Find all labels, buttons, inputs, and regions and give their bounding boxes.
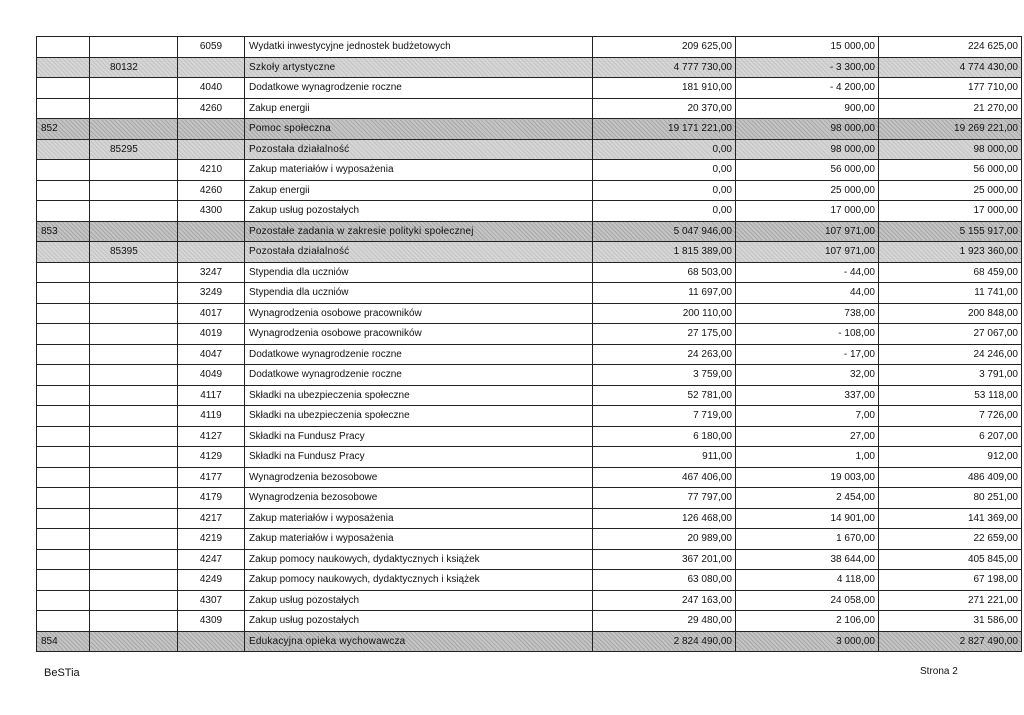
rozdzial-cell (90, 631, 178, 652)
change-cell: 24 058,00 (736, 590, 879, 611)
name-cell: Pozostała działalność (245, 139, 593, 160)
plan-cell: 2 824 490,00 (593, 631, 736, 652)
table-row (37, 570, 1022, 591)
name-cell: Zakup materiałów i wyposażenia (245, 529, 593, 550)
dzial-cell (37, 180, 90, 201)
change-cell: 107 971,00 (736, 242, 879, 263)
dzial-cell (37, 488, 90, 509)
rozdzial-cell (90, 447, 178, 468)
after-cell: 19 269 221,00 (879, 119, 1022, 140)
rozdzial-cell (90, 549, 178, 570)
after-cell: 68 459,00 (879, 262, 1022, 283)
plan-cell: 4 777 730,00 (593, 57, 736, 78)
after-cell: 31 586,00 (879, 611, 1022, 632)
change-cell: 3 000,00 (736, 631, 879, 652)
rozdzial-cell (90, 488, 178, 509)
paragraf-cell: 4177 (178, 467, 245, 488)
name-cell: Zakup energii (245, 180, 593, 201)
rozdzial-cell (90, 467, 178, 488)
after-cell: 177 710,00 (879, 78, 1022, 99)
table-row (37, 98, 1022, 119)
dzial-cell (37, 57, 90, 78)
plan-cell: 0,00 (593, 201, 736, 222)
dzial-cell (37, 406, 90, 427)
paragraf-cell: 4210 (178, 160, 245, 181)
change-cell: 1,00 (736, 447, 879, 468)
plan-cell: 911,00 (593, 447, 736, 468)
paragraf-cell: 4179 (178, 488, 245, 509)
paragraf-cell: 6059 (178, 37, 245, 58)
paragraf-cell: 4247 (178, 549, 245, 570)
rozdzial-cell (90, 119, 178, 140)
plan-cell: 7 719,00 (593, 406, 736, 427)
after-cell: 17 000,00 (879, 201, 1022, 222)
name-cell: Zakup materiałów i wyposażenia (245, 160, 593, 181)
change-cell: 4 118,00 (736, 570, 879, 591)
change-cell: 38 644,00 (736, 549, 879, 570)
after-cell: 22 659,00 (879, 529, 1022, 550)
rozdzial-cell (90, 406, 178, 427)
rozdzial-cell (90, 529, 178, 550)
name-cell: Zakup pomocy naukowych, dydaktycznych i książek (245, 570, 593, 591)
rozdzial-cell (90, 611, 178, 632)
dzial-cell: 852 (37, 119, 90, 140)
rozdzial-cell (90, 283, 178, 304)
after-cell: 486 409,00 (879, 467, 1022, 488)
name-cell: Pozostała działalność (245, 242, 593, 263)
paragraf-cell (178, 119, 245, 140)
rozdzial-cell (90, 570, 178, 591)
rozdzial-cell (90, 37, 178, 58)
budget-table-sheet (36, 36, 1018, 652)
change-cell: 32,00 (736, 365, 879, 386)
budget-table (36, 36, 1022, 652)
paragraf-cell: 4307 (178, 590, 245, 611)
dzial-cell (37, 139, 90, 160)
dzial-cell (37, 529, 90, 550)
paragraf-cell: 4129 (178, 447, 245, 468)
rozdzial-cell: 85295 (90, 139, 178, 160)
after-cell: 405 845,00 (879, 549, 1022, 570)
change-cell: 25 000,00 (736, 180, 879, 201)
plan-cell: 6 180,00 (593, 426, 736, 447)
dzial-cell: 853 (37, 221, 90, 242)
after-cell: 56 000,00 (879, 160, 1022, 181)
dzial-cell (37, 160, 90, 181)
plan-cell: 77 797,00 (593, 488, 736, 509)
rozdzial-cell (90, 590, 178, 611)
dzial-cell: 854 (37, 631, 90, 652)
paragraf-cell (178, 242, 245, 263)
after-cell: 200 848,00 (879, 303, 1022, 324)
name-cell: Zakup materiałów i wyposażenia (245, 508, 593, 529)
rozdzial-cell (90, 508, 178, 529)
change-cell: 98 000,00 (736, 139, 879, 160)
plan-cell: 11 697,00 (593, 283, 736, 304)
name-cell: Składki na Fundusz Pracy (245, 426, 593, 447)
plan-cell: 126 468,00 (593, 508, 736, 529)
table-row (37, 488, 1022, 509)
rozdzial-cell: 85395 (90, 242, 178, 263)
change-cell: 44,00 (736, 283, 879, 304)
plan-cell: 5 047 946,00 (593, 221, 736, 242)
footer-page-number: Strona 2 (920, 666, 958, 677)
dzial-cell (37, 324, 90, 345)
rozdzial-cell (90, 262, 178, 283)
after-cell: 912,00 (879, 447, 1022, 468)
after-cell: 27 067,00 (879, 324, 1022, 345)
change-cell: 1 670,00 (736, 529, 879, 550)
change-cell: 2 454,00 (736, 488, 879, 509)
after-cell: 21 270,00 (879, 98, 1022, 119)
after-cell: 141 369,00 (879, 508, 1022, 529)
name-cell: Dodatkowe wynagrodzenie roczne (245, 78, 593, 99)
table-row (37, 57, 1022, 78)
change-cell: 7,00 (736, 406, 879, 427)
paragraf-cell: 4040 (178, 78, 245, 99)
plan-cell: 20 989,00 (593, 529, 736, 550)
change-cell: - 44,00 (736, 262, 879, 283)
name-cell: Dodatkowe wynagrodzenie roczne (245, 344, 593, 365)
footer-software-label: BeSTia (44, 667, 80, 679)
change-cell: - 3 300,00 (736, 57, 879, 78)
change-cell: - 4 200,00 (736, 78, 879, 99)
change-cell: - 108,00 (736, 324, 879, 345)
paragraf-cell: 4300 (178, 201, 245, 222)
table-row (37, 611, 1022, 632)
table-row (37, 365, 1022, 386)
name-cell: Składki na ubezpieczenia społeczne (245, 406, 593, 427)
dzial-cell (37, 201, 90, 222)
change-cell: 15 000,00 (736, 37, 879, 58)
name-cell: Składki na Fundusz Pracy (245, 447, 593, 468)
paragraf-cell: 4309 (178, 611, 245, 632)
name-cell: Zakup usług pozostałych (245, 201, 593, 222)
plan-cell: 181 910,00 (593, 78, 736, 99)
name-cell: Pozostałe zadania w zakresie polityki społecznej (245, 221, 593, 242)
budget-table-body (37, 37, 1022, 652)
change-cell: - 17,00 (736, 344, 879, 365)
name-cell: Zakup usług pozostałych (245, 590, 593, 611)
rozdzial-cell (90, 344, 178, 365)
plan-cell: 1 815 389,00 (593, 242, 736, 263)
paragraf-cell: 3247 (178, 262, 245, 283)
change-cell: 14 901,00 (736, 508, 879, 529)
change-cell: 98 000,00 (736, 119, 879, 140)
table-row (37, 447, 1022, 468)
table-row (37, 221, 1022, 242)
table-row (37, 201, 1022, 222)
table-row (37, 549, 1022, 570)
name-cell: Pomoc społeczna (245, 119, 593, 140)
name-cell: Wynagrodzenia osobowe pracowników (245, 303, 593, 324)
paragraf-cell: 4249 (178, 570, 245, 591)
dzial-cell (37, 303, 90, 324)
rozdzial-cell (90, 385, 178, 406)
rozdzial-cell (90, 365, 178, 386)
paragraf-cell (178, 57, 245, 78)
dzial-cell (37, 385, 90, 406)
table-row (37, 180, 1022, 201)
paragraf-cell: 4219 (178, 529, 245, 550)
rozdzial-cell (90, 98, 178, 119)
plan-cell: 0,00 (593, 180, 736, 201)
paragraf-cell: 4047 (178, 344, 245, 365)
rozdzial-cell (90, 426, 178, 447)
name-cell: Szkoły artystyczne (245, 57, 593, 78)
name-cell: Zakup energii (245, 98, 593, 119)
after-cell: 25 000,00 (879, 180, 1022, 201)
after-cell: 98 000,00 (879, 139, 1022, 160)
dzial-cell (37, 467, 90, 488)
plan-cell: 29 480,00 (593, 611, 736, 632)
dzial-cell (37, 78, 90, 99)
dzial-cell (37, 447, 90, 468)
plan-cell: 63 080,00 (593, 570, 736, 591)
dzial-cell (37, 242, 90, 263)
table-row (37, 406, 1022, 427)
plan-cell: 19 171 221,00 (593, 119, 736, 140)
after-cell: 5 155 917,00 (879, 221, 1022, 242)
paragraf-cell: 3249 (178, 283, 245, 304)
plan-cell: 467 406,00 (593, 467, 736, 488)
paragraf-cell: 4019 (178, 324, 245, 345)
table-row (37, 303, 1022, 324)
plan-cell: 27 175,00 (593, 324, 736, 345)
name-cell: Zakup usług pozostałych (245, 611, 593, 632)
name-cell: Dodatkowe wynagrodzenie roczne (245, 365, 593, 386)
change-cell: 900,00 (736, 98, 879, 119)
plan-cell: 52 781,00 (593, 385, 736, 406)
change-cell: 107 971,00 (736, 221, 879, 242)
change-cell: 738,00 (736, 303, 879, 324)
table-row (37, 508, 1022, 529)
rozdzial-cell: 80132 (90, 57, 178, 78)
paragraf-cell (178, 631, 245, 652)
dzial-cell (37, 37, 90, 58)
dzial-cell (37, 262, 90, 283)
plan-cell: 0,00 (593, 160, 736, 181)
after-cell: 67 198,00 (879, 570, 1022, 591)
change-cell: 2 106,00 (736, 611, 879, 632)
paragraf-cell: 4127 (178, 426, 245, 447)
name-cell: Składki na ubezpieczenia społeczne (245, 385, 593, 406)
after-cell: 271 221,00 (879, 590, 1022, 611)
table-row (37, 344, 1022, 365)
table-row (37, 139, 1022, 160)
table-row (37, 37, 1022, 58)
table-row (37, 467, 1022, 488)
name-cell: Wynagrodzenia bezosobowe (245, 467, 593, 488)
dzial-cell (37, 508, 90, 529)
rozdzial-cell (90, 160, 178, 181)
dzial-cell (37, 570, 90, 591)
plan-cell: 24 263,00 (593, 344, 736, 365)
table-row (37, 283, 1022, 304)
name-cell: Wydatki inwestycyjne jednostek budżetowych (245, 37, 593, 58)
after-cell: 224 625,00 (879, 37, 1022, 58)
plan-cell: 209 625,00 (593, 37, 736, 58)
table-row (37, 78, 1022, 99)
plan-cell: 20 370,00 (593, 98, 736, 119)
dzial-cell (37, 344, 90, 365)
plan-cell: 0,00 (593, 139, 736, 160)
plan-cell: 200 110,00 (593, 303, 736, 324)
change-cell: 19 003,00 (736, 467, 879, 488)
after-cell: 2 827 490,00 (879, 631, 1022, 652)
name-cell: Stypendia dla uczniów (245, 262, 593, 283)
table-row (37, 385, 1022, 406)
after-cell: 11 741,00 (879, 283, 1022, 304)
name-cell: Edukacyjna opieka wychowawcza (245, 631, 593, 652)
after-cell: 1 923 360,00 (879, 242, 1022, 263)
after-cell: 4 774 430,00 (879, 57, 1022, 78)
after-cell: 7 726,00 (879, 406, 1022, 427)
dzial-cell (37, 611, 90, 632)
paragraf-cell: 4017 (178, 303, 245, 324)
dzial-cell (37, 549, 90, 570)
table-row (37, 242, 1022, 263)
after-cell: 6 207,00 (879, 426, 1022, 447)
plan-cell: 68 503,00 (593, 262, 736, 283)
rozdzial-cell (90, 78, 178, 99)
rozdzial-cell (90, 221, 178, 242)
dzial-cell (37, 590, 90, 611)
paragraf-cell: 4049 (178, 365, 245, 386)
name-cell: Zakup pomocy naukowych, dydaktycznych i książek (245, 549, 593, 570)
table-row (37, 590, 1022, 611)
after-cell: 53 118,00 (879, 385, 1022, 406)
paragraf-cell (178, 221, 245, 242)
table-row (37, 119, 1022, 140)
paragraf-cell: 4260 (178, 180, 245, 201)
rozdzial-cell (90, 303, 178, 324)
table-row (37, 426, 1022, 447)
plan-cell: 367 201,00 (593, 549, 736, 570)
name-cell: Wynagrodzenia osobowe pracowników (245, 324, 593, 345)
dzial-cell (37, 365, 90, 386)
dzial-cell (37, 426, 90, 447)
after-cell: 80 251,00 (879, 488, 1022, 509)
paragraf-cell: 4217 (178, 508, 245, 529)
change-cell: 27,00 (736, 426, 879, 447)
after-cell: 24 246,00 (879, 344, 1022, 365)
plan-cell: 3 759,00 (593, 365, 736, 386)
rozdzial-cell (90, 201, 178, 222)
after-cell: 3 791,00 (879, 365, 1022, 386)
table-row (37, 631, 1022, 652)
paragraf-cell: 4260 (178, 98, 245, 119)
change-cell: 337,00 (736, 385, 879, 406)
paragraf-cell: 4117 (178, 385, 245, 406)
change-cell: 17 000,00 (736, 201, 879, 222)
dzial-cell (37, 283, 90, 304)
change-cell: 56 000,00 (736, 160, 879, 181)
table-row (37, 160, 1022, 181)
name-cell: Stypendia dla uczniów (245, 283, 593, 304)
paragraf-cell: 4119 (178, 406, 245, 427)
table-row (37, 324, 1022, 345)
rozdzial-cell (90, 324, 178, 345)
plan-cell: 247 163,00 (593, 590, 736, 611)
rozdzial-cell (90, 180, 178, 201)
paragraf-cell (178, 139, 245, 160)
name-cell: Wynagrodzenia bezosobowe (245, 488, 593, 509)
dzial-cell (37, 98, 90, 119)
table-row (37, 529, 1022, 550)
table-row (37, 262, 1022, 283)
